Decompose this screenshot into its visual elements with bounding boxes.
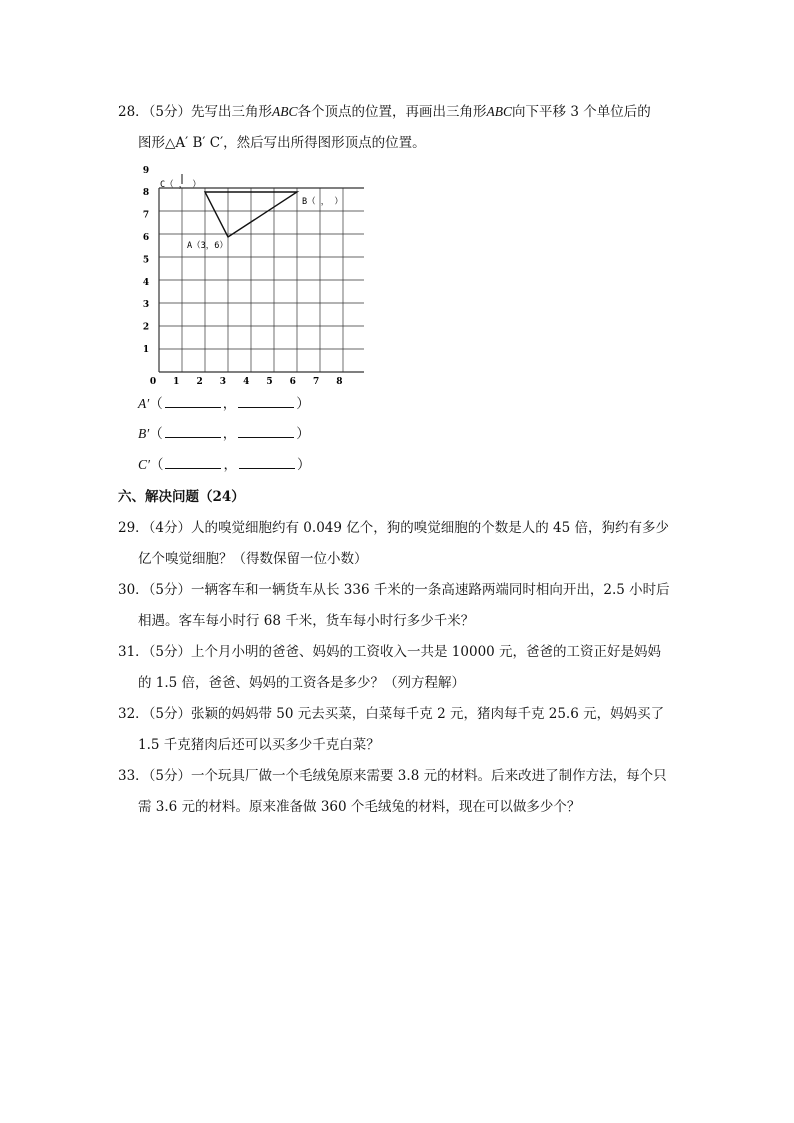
q32-line-1: 32．（5分）张颖的妈妈带 50 元去买菜，白菜每千克 2 元，猪肉每千克 25.6 元，妈妈买了 xyxy=(118,706,665,722)
y-tick-label: 2 xyxy=(142,322,150,333)
y-tick-label: 7 xyxy=(142,210,150,221)
blank-a-x[interactable] xyxy=(165,395,221,408)
blank-c-x[interactable] xyxy=(165,456,221,469)
coordinate-grid xyxy=(134,162,364,392)
q28-line-2: 图形△A′ B′ C′，然后写出所得图形顶点的位置。 xyxy=(138,135,426,151)
q30-line-2: 相遇。客车每小时行 68 千米，货车每小时行多少千米？ xyxy=(138,613,475,629)
q33-line-2: 需 3.6 元的材料。原来准备做 360 个毛绒兔的材料，现在可以做多少个？ xyxy=(138,799,581,815)
x-tick-label: 2 xyxy=(196,377,203,387)
x-tick-label: 5 xyxy=(266,377,273,387)
q29-line-1: 29．（4分）人的嗅觉细胞约有 0.049 亿个，狗的嗅觉细胞的个数是人的 45 倍，狗约有多少 xyxy=(118,520,670,536)
label-c: C（ ， ） xyxy=(160,180,201,190)
q31-line-1: 31．（5分）上个月小明的爸爸、妈妈的工资收入一共是 10000 元，爸爸的工资正好是妈妈 xyxy=(118,644,662,660)
q28-line-1: 28．（5分）先写出三角形ABC各个顶点的位置，再画出三角形ABC向下平移 3 个单位后的 xyxy=(118,104,651,120)
section-6-heading: 六、解决问题（24） xyxy=(118,489,245,505)
blank-c-y[interactable] xyxy=(239,456,295,469)
x-tick-label: 4 xyxy=(243,377,250,387)
answer-b-prime: B′（ ， ） xyxy=(138,426,310,442)
y-tick-label: 6 xyxy=(142,233,150,243)
blank-b-y[interactable] xyxy=(238,425,294,438)
y-tick-label: 3 xyxy=(142,300,150,311)
x-tick-label: 0 xyxy=(149,377,157,387)
blank-a-y[interactable] xyxy=(238,395,294,408)
q31-line-2: 的 1.5 倍，爸爸、妈妈的工资各是多少？（列方程解） xyxy=(138,675,466,691)
answer-a-prime: A′（ ， ） xyxy=(138,396,310,412)
y-tick-label: 4 xyxy=(142,277,150,288)
y-axis-ticks xyxy=(143,166,149,355)
y-tick-label: 9 xyxy=(142,165,150,176)
x-tick-label: 6 xyxy=(289,377,296,387)
x-tick-label: 7 xyxy=(312,377,320,387)
label-b: B（ ， ） xyxy=(302,197,343,207)
q33-line-1: 33．（5分）一个玩具厂做一个毛绒兔原来需要 3.8 元的材料。后来改进了制作方法，每个只 xyxy=(118,768,667,784)
x-tick-label: 8 xyxy=(336,377,343,387)
x-tick-label: 3 xyxy=(219,377,227,387)
answer-c-prime: C′（ ， ） xyxy=(138,457,311,473)
y-tick-label: 1 xyxy=(142,345,150,355)
y-tick-label: 8 xyxy=(142,188,150,199)
x-axis-ticks xyxy=(150,377,343,387)
blank-b-x[interactable] xyxy=(165,425,221,438)
y-tick-label: 5 xyxy=(142,255,150,266)
label-a: A（3，6） xyxy=(187,241,228,251)
x-tick-label: 1 xyxy=(173,377,180,387)
q29-line-2: 亿个嗅觉细胞？（得数保留一位小数） xyxy=(138,551,368,567)
q32-line-2: 1.5 千克猪肉后还可以买多少千克白菜？ xyxy=(138,737,380,753)
q30-line-1: 30．（5分）一辆客车和一辆货车从长 336 千米的一条高速路两端同时相向开出，2.5 小时后 xyxy=(118,582,670,598)
